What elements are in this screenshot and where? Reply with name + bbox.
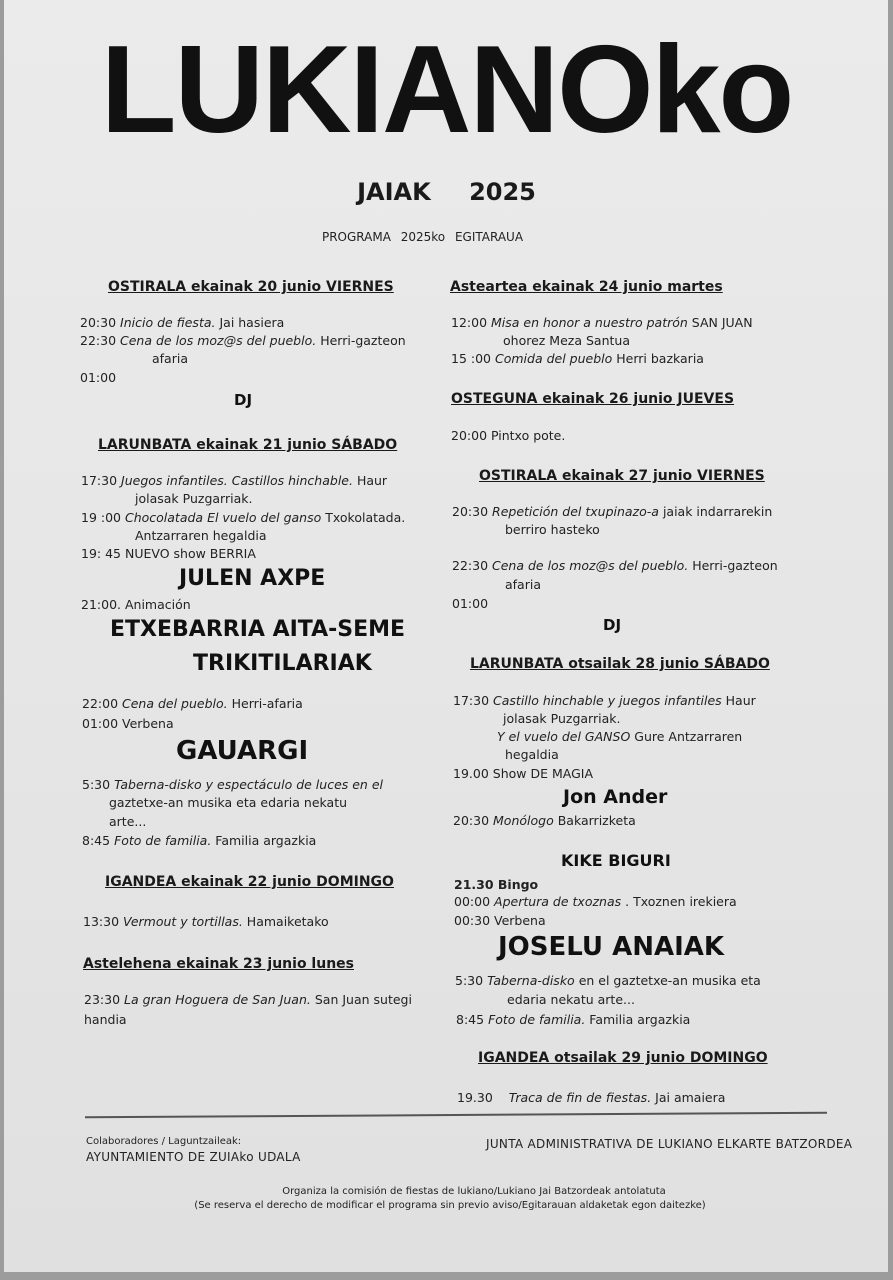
dj-label: DJ <box>234 391 253 409</box>
event-es: Monólogo <box>493 813 554 828</box>
event-continuation: afaria <box>152 351 188 366</box>
event-line: 21:00. Animación <box>81 597 191 612</box>
event-es: Y el vuelo del GANSO <box>497 729 631 744</box>
event-line <box>454 894 737 909</box>
event-line <box>497 729 742 744</box>
event-line <box>82 833 316 848</box>
event-time: 22:30 <box>452 558 489 573</box>
event-continuation: handia <box>84 1012 127 1027</box>
event-eu: Familia argazkia <box>589 1012 691 1027</box>
day-heading: OSTIRALA ekainak 20 junio VIERNES <box>108 279 394 295</box>
event-eu: Gure Antzarraren <box>634 729 743 744</box>
event-es: Juegos infantiles. Castillos hinchable. <box>121 473 353 488</box>
programa-label: PROGRAMA 2025ko EGITARAUA <box>321 230 524 244</box>
collaborator-right: JUNTA ADMINISTRATIVA DE LUKIANO ELKARTE BATZORDEA <box>486 1137 853 1151</box>
event-time: 01:00 <box>80 370 117 385</box>
day-heading: OSTEGUNA ekainak 26 junio JUEVES <box>451 391 735 407</box>
event-es: Comida del pueblo <box>494 351 613 366</box>
event-line: 01:00 Verbena <box>82 716 174 731</box>
event-es: Chocolatada El vuelo del ganso <box>124 510 322 525</box>
event-continuation: afaria <box>505 577 541 592</box>
event-eu: Herri-gazteon <box>320 333 406 348</box>
event-es: Vermout y tortillas. <box>123 914 243 929</box>
event-line <box>80 315 284 330</box>
event-es: Inicio de fiesta. <box>120 315 216 330</box>
event-time: 15 :00 <box>451 351 491 366</box>
event-time: 17:30 <box>453 693 490 708</box>
event-eu: Herri-gazteon <box>692 558 778 573</box>
event-line: 19.00 Show DE MAGIA <box>453 766 593 781</box>
event-eu: Txokolatada. <box>325 510 406 525</box>
event-es: Taberna-disko y espectáculo de luces en el <box>114 777 383 792</box>
event-eu: Haur <box>725 693 756 708</box>
event-line: 20:00 Pintxo pote. <box>451 428 566 443</box>
event-line <box>81 510 405 525</box>
event-line: 19: 45 NUEVO show BERRIA <box>81 546 256 561</box>
collaborators-label: Colaboradores / Laguntzaileak: <box>86 1136 242 1147</box>
event-es: Repetición del txupinazo-a <box>492 504 659 519</box>
event-line <box>82 777 383 792</box>
event-eu: Herri bazkaria <box>616 351 704 366</box>
artist-name: GAUARGI <box>176 736 309 766</box>
event-time: 22:30 <box>80 333 117 348</box>
event-eu: San Juan sutegi <box>314 992 412 1007</box>
event-time: 19.30 <box>457 1090 493 1105</box>
event-time: 23:30 <box>84 992 121 1007</box>
event-eu: Haur <box>356 473 388 488</box>
event-eu: Jai amaiera <box>655 1090 726 1105</box>
event-line <box>455 973 761 988</box>
event-time: 22:00 <box>82 696 119 711</box>
event-continuation: arte... <box>109 814 147 829</box>
day-heading: Astelehena ekainak 23 junio lunes <box>83 956 354 972</box>
organizer-note: Organiza la comisión de fiestas de lukiano/Lukiano Jai Batzordeak antolatuta <box>282 1186 666 1197</box>
event-line <box>452 558 778 573</box>
event-continuation: jolasak Puzgarriak. <box>135 491 253 506</box>
event-es: Castillo hinchable y juegos infantiles <box>493 693 722 708</box>
event-eu: jaiak indarrarekin <box>662 504 773 519</box>
event-line <box>452 504 772 519</box>
event-continuation: hegaldia <box>505 747 559 762</box>
event-es: Cena de los moz@s del pueblo. <box>120 333 317 348</box>
day-heading: LARUNBATA ekainak 21 junio SÁBADO <box>98 437 398 453</box>
event-time: 00:00 <box>454 894 491 909</box>
event-eu: Familia argazkia <box>215 833 317 848</box>
event-continuation: berriro hasteko <box>505 522 600 537</box>
event-time: 17:30 <box>81 473 118 488</box>
day-heading: LARUNBATA otsailak 28 junio SÁBADO <box>470 656 770 672</box>
event-line <box>451 351 704 366</box>
event-line <box>84 992 412 1007</box>
event-line <box>451 315 753 330</box>
day-heading: IGANDEA ekainak 22 junio DOMINGO <box>105 874 394 890</box>
artist-name: JOSELU ANAIAK <box>498 932 725 962</box>
event-time: 8:45 <box>456 1012 485 1027</box>
event-eu: Herri-afaria <box>231 696 303 711</box>
event-continuation: edaria nekatu arte... <box>507 992 635 1007</box>
day-heading: Asteartea ekainak 24 junio martes <box>450 279 723 295</box>
disclaimer-note: (Se reserva el derecho de modificar el programa sin previo aviso/Egitarauan aldaketak egon daitezke) <box>194 1200 706 1211</box>
event-line: 21.30 Bingo <box>454 877 539 892</box>
event-time: 5:30 <box>82 777 111 792</box>
event-time: 20:30 <box>80 315 117 330</box>
poster-title: LUKIANOko <box>100 21 793 159</box>
event-es: La gran Hoguera de San Juan. <box>124 992 311 1007</box>
day-heading: OSTIRALA ekainak 27 junio VIERNES <box>479 468 765 484</box>
event-line <box>82 696 303 711</box>
artist-name: ETXEBARRIA AITA-SEME <box>110 617 406 642</box>
event-time: 12:00 <box>451 315 488 330</box>
event-eu: SAN JUAN <box>691 315 753 330</box>
event-line <box>81 473 387 488</box>
event-time: 19 :00 <box>81 510 121 525</box>
event-eu: Bakarrizketa <box>557 813 636 828</box>
event-line <box>453 693 756 708</box>
event-line <box>453 813 636 828</box>
event-time: 01:00 <box>452 596 489 611</box>
day-heading: IGANDEA otsailak 29 junio DOMINGO <box>478 1050 768 1066</box>
event-es: Apertura de txoznas <box>494 894 622 909</box>
event-es: Taberna-disko <box>487 973 575 988</box>
artist-name: TRIKITILARIAK <box>193 651 372 676</box>
event-es: Misa en honor a nuestro patrón <box>491 315 688 330</box>
artist-name: Jon Ander <box>563 786 668 808</box>
event-time: 13:30 <box>83 914 120 929</box>
event-line <box>456 1012 690 1027</box>
event-continuation: gaztetxe-an musika eta edaria nekatu <box>109 795 348 810</box>
event-continuation: ohorez Meza Santua <box>503 333 630 348</box>
event-line <box>457 1090 725 1105</box>
event-es: Foto de familia. <box>488 1012 586 1027</box>
event-time: 5:30 <box>455 973 484 988</box>
event-eu: . Txoznen irekiera <box>625 894 737 909</box>
event-es: Cena del pueblo. <box>122 696 228 711</box>
event-eu: Hamaiketako <box>246 914 329 929</box>
event-es: Traca de fin de fiestas. <box>508 1090 652 1105</box>
collaborator-left: AYUNTAMIENTO DE ZUIAko UDALA <box>86 1150 301 1164</box>
dj-label: DJ <box>603 616 622 634</box>
event-eu: Jai hasiera <box>219 315 285 330</box>
event-es: Foto de familia. <box>114 833 212 848</box>
event-time: 20:30 <box>452 504 489 519</box>
event-eu: en el gaztetxe-an musika eta <box>578 973 761 988</box>
event-es: Cena de los moz@s del pueblo. <box>492 558 689 573</box>
event-time: 8:45 <box>82 833 111 848</box>
artist-name: JULEN AXPE <box>179 566 326 591</box>
event-line <box>80 333 406 348</box>
event-continuation: jolasak Puzgarriak. <box>503 711 621 726</box>
poster-subtitle: JAIAK 2025 <box>357 178 536 206</box>
event-time: 20:30 <box>453 813 490 828</box>
event-line <box>83 914 329 929</box>
event-continuation: Antzarraren hegaldia <box>135 528 267 543</box>
artist-name: KIKE BIGURI <box>561 851 671 870</box>
event-line: 00:30 Verbena <box>454 913 546 928</box>
